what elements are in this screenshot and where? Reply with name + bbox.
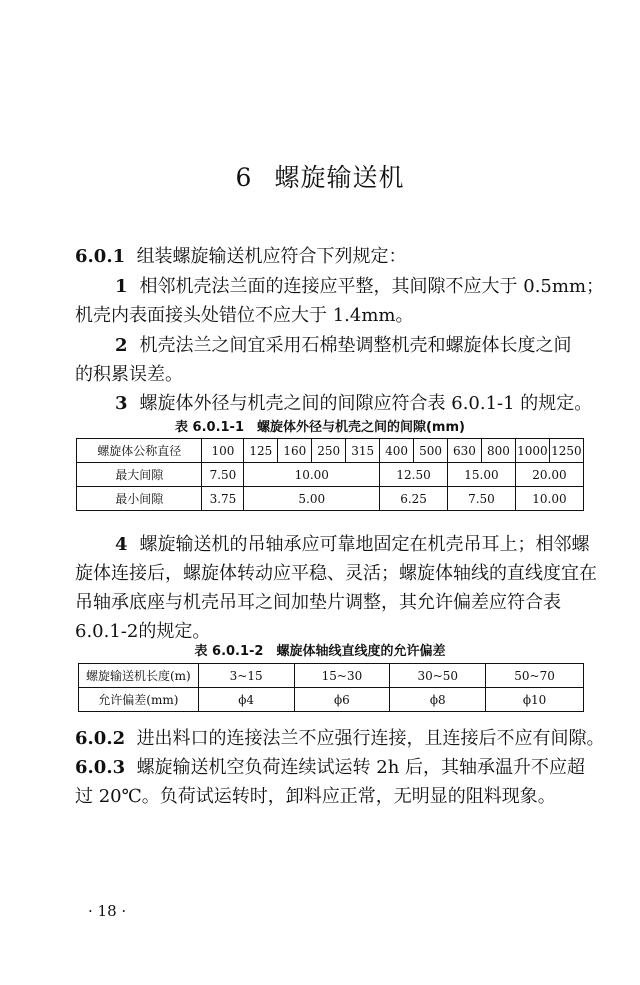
max-gap-cell: 20.00 bbox=[515, 463, 583, 487]
diameter-cell: 315 bbox=[346, 439, 380, 463]
item-number: 4 bbox=[115, 534, 128, 555]
table-1-caption: 表 6.0.1-1 螺旋体外径与机壳之间的间隙(mm) bbox=[175, 420, 465, 435]
item-2-line-1 bbox=[115, 336, 572, 356]
item-4-line-1 bbox=[115, 535, 590, 555]
max-gap-cell: 7.50 bbox=[202, 463, 244, 487]
item-text: 螺旋体外径与机壳之间的间隙应符合表 6.0.1-1 的规定。 bbox=[139, 393, 593, 414]
chapter-name: 螺旋输送机 bbox=[274, 163, 405, 192]
diameter-cell: 125 bbox=[244, 439, 278, 463]
table-1 bbox=[76, 438, 584, 511]
length-cell: 30~50 bbox=[390, 664, 486, 688]
diameter-cell: 630 bbox=[448, 439, 482, 463]
table-2 bbox=[78, 663, 584, 712]
item-4-line-4: 6.0.1-2的规定。 bbox=[75, 621, 211, 642]
diameter-cell: 250 bbox=[312, 439, 346, 463]
clause-602 bbox=[75, 729, 605, 749]
diameter-cell: 100 bbox=[202, 439, 244, 463]
max-gap-cell: 15.00 bbox=[448, 463, 516, 487]
table-row bbox=[79, 688, 584, 712]
tolerance-cell: ϕ10 bbox=[486, 688, 584, 712]
max-gap-cell: 10.00 bbox=[244, 463, 380, 487]
table-row bbox=[77, 463, 584, 487]
item-1-line-1 bbox=[115, 277, 604, 297]
clause-number: 6.0.1 bbox=[75, 246, 126, 267]
length-cell: 15~30 bbox=[294, 664, 390, 688]
tolerance-cell: ϕ4 bbox=[198, 688, 294, 712]
item-number: 3 bbox=[115, 393, 128, 414]
length-cell: 3~15 bbox=[198, 664, 294, 688]
diameter-cell: 500 bbox=[414, 439, 448, 463]
min-gap-label: 最小间隙 bbox=[77, 487, 202, 511]
table-2-header-label: 螺旋输送机长度(m) bbox=[79, 664, 199, 688]
table-1-header-label: 螺旋体公称直径 bbox=[77, 439, 202, 463]
item-text: 螺旋输送机的吊轴承应可靠地固定在机壳吊耳上；相邻螺 bbox=[139, 534, 590, 555]
table-2-caption: 表 6.0.1-2 螺旋体轴线直线度的允许偏差 bbox=[194, 644, 446, 659]
item-3-line-1 bbox=[115, 394, 592, 414]
item-number: 2 bbox=[115, 335, 128, 356]
tolerance-cell: ϕ6 bbox=[294, 688, 390, 712]
page-number: · 18 · bbox=[88, 902, 127, 920]
clause-text: 组装螺旋输送机应符合下列规定： bbox=[136, 246, 407, 267]
table-row bbox=[77, 439, 584, 463]
min-gap-cell: 10.00 bbox=[515, 487, 583, 511]
item-number: 1 bbox=[115, 276, 128, 297]
clause-603-line-1 bbox=[75, 758, 585, 778]
max-gap-cell: 12.50 bbox=[380, 463, 448, 487]
min-gap-cell: 6.25 bbox=[380, 487, 448, 511]
min-gap-cell: 3.75 bbox=[202, 487, 244, 511]
min-gap-cell: 7.50 bbox=[448, 487, 516, 511]
min-gap-cell: 5.00 bbox=[244, 487, 380, 511]
clause-number: 6.0.3 bbox=[75, 757, 126, 778]
clause-603-line-2: 过 20℃。负荷试运转时，卸料应正常，无明显的阻料现象。 bbox=[75, 786, 556, 807]
item-text: 机壳法兰之间宜采用石棉垫调整机壳和螺旋体长度之间 bbox=[139, 335, 572, 356]
length-cell: 50~70 bbox=[486, 664, 584, 688]
tolerance-cell: ϕ8 bbox=[390, 688, 486, 712]
diameter-cell: 160 bbox=[278, 439, 312, 463]
item-4-line-2: 旋体连接后，螺旋体转动应平稳、灵活；螺旋体轴线的直线度宜在 bbox=[75, 563, 597, 584]
item-text: 相邻机壳法兰面的连接应平整，其间隙不应大于 0.5mm； bbox=[139, 276, 605, 297]
item-1-line-2: 机壳内表面接头处错位不应大于 1.4mm。 bbox=[75, 305, 414, 326]
clause-601-intro bbox=[75, 247, 407, 267]
chapter-number: 6 bbox=[235, 163, 253, 192]
table-row bbox=[77, 487, 584, 511]
chapter-title bbox=[0, 158, 640, 194]
item-2-line-2: 的积累误差。 bbox=[75, 364, 183, 385]
diameter-cell: 800 bbox=[481, 439, 515, 463]
clause-text: 进出料口的连接法兰不应强行连接，且连接后不应有间隙。 bbox=[136, 728, 605, 749]
max-gap-label: 最大间隙 bbox=[77, 463, 202, 487]
clause-number: 6.0.2 bbox=[75, 728, 126, 749]
clause-text: 螺旋输送机空负荷连续试运转 2h 后，其轴承温升不应超 bbox=[136, 757, 586, 778]
diameter-cell: 400 bbox=[380, 439, 414, 463]
table-row bbox=[79, 664, 584, 688]
tolerance-label: 允许偏差(mm) bbox=[79, 688, 199, 712]
item-4-line-3: 吊轴承底座与机壳吊耳之间加垫片调整，其允许偏差应符合表 bbox=[75, 592, 561, 613]
diameter-cell: 1250 bbox=[549, 439, 583, 463]
diameter-cell: 1000 bbox=[515, 439, 549, 463]
